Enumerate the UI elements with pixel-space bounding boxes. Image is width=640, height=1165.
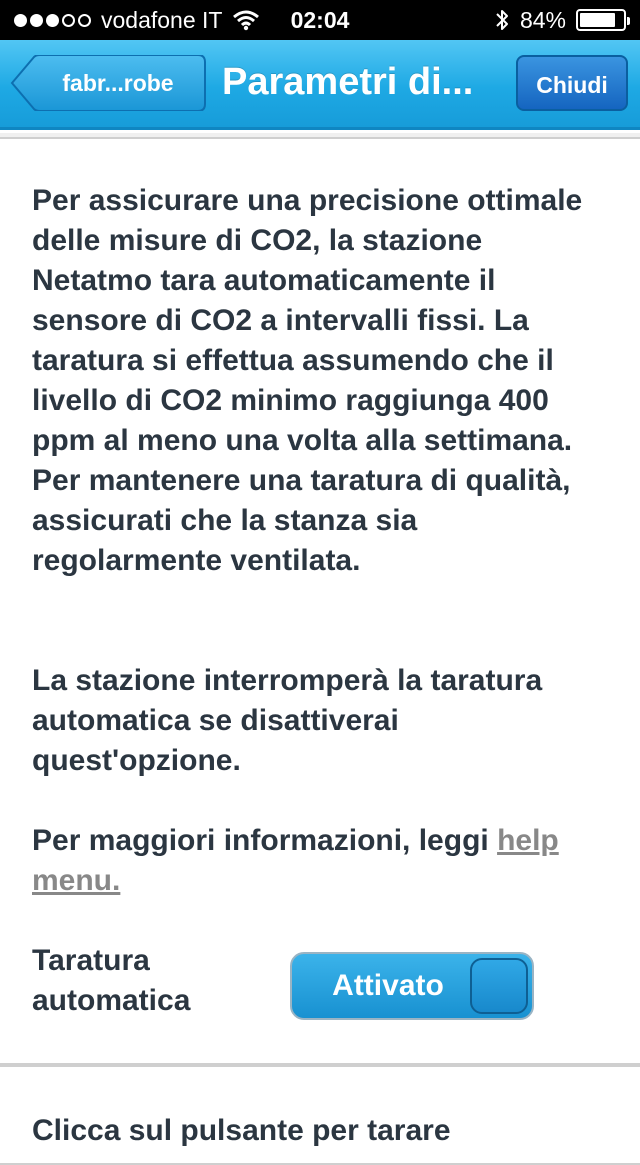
navigation-bar [0,40,640,130]
page-title: Parametri di... [222,61,474,103]
more-info-prefix: Per maggiori informazioni, leggi [32,824,498,857]
auto-calibration-toggle[interactable] [290,952,534,1020]
battery-fill [580,13,615,27]
calibration-description: Per assicurare una precisione ottimale delle misure di CO2, la stazione Netatmo tara automaticamente il sensore di CO2 a intervalli fissi. La taratura si effettua assumendo che il livello di CO2 minimo raggiunga 400 ppm al meno una volta alla settimana. Per mantenere una taratura di qualità, assicurati che la stanza sia regolarmente ventilata. [32,184,583,577]
close-button[interactable]: Chiudi [516,55,628,111]
bluetooth-icon [494,7,510,33]
manual-calibration-card [0,1065,640,1165]
toggle-knob[interactable] [470,958,528,1014]
carrier-name: vodafone IT [101,7,223,33]
calibration-warning: La stazione interromperà la taratura automatica se disattiverai quest'opzione. [32,664,543,777]
status-bar [0,0,640,40]
toggle-state-label: Attivato [332,969,444,1002]
back-button-label: fabr...robe [62,70,174,96]
more-info-text [32,821,608,901]
manual-calibration-text: Clicca sul pulsante per tarare [32,1114,451,1147]
status-time: 02:04 [290,7,350,33]
auto-calibration-label: Taratura automatica [32,944,191,1017]
help-menu-link[interactable]: help menu. [32,824,559,897]
settings-content [0,133,640,1147]
battery-tip [627,17,630,25]
battery-percent: 84% [519,7,566,33]
calibration-card [0,137,640,1065]
status-right [494,0,626,40]
battery-icon [576,9,626,31]
back-button[interactable] [10,55,206,111]
